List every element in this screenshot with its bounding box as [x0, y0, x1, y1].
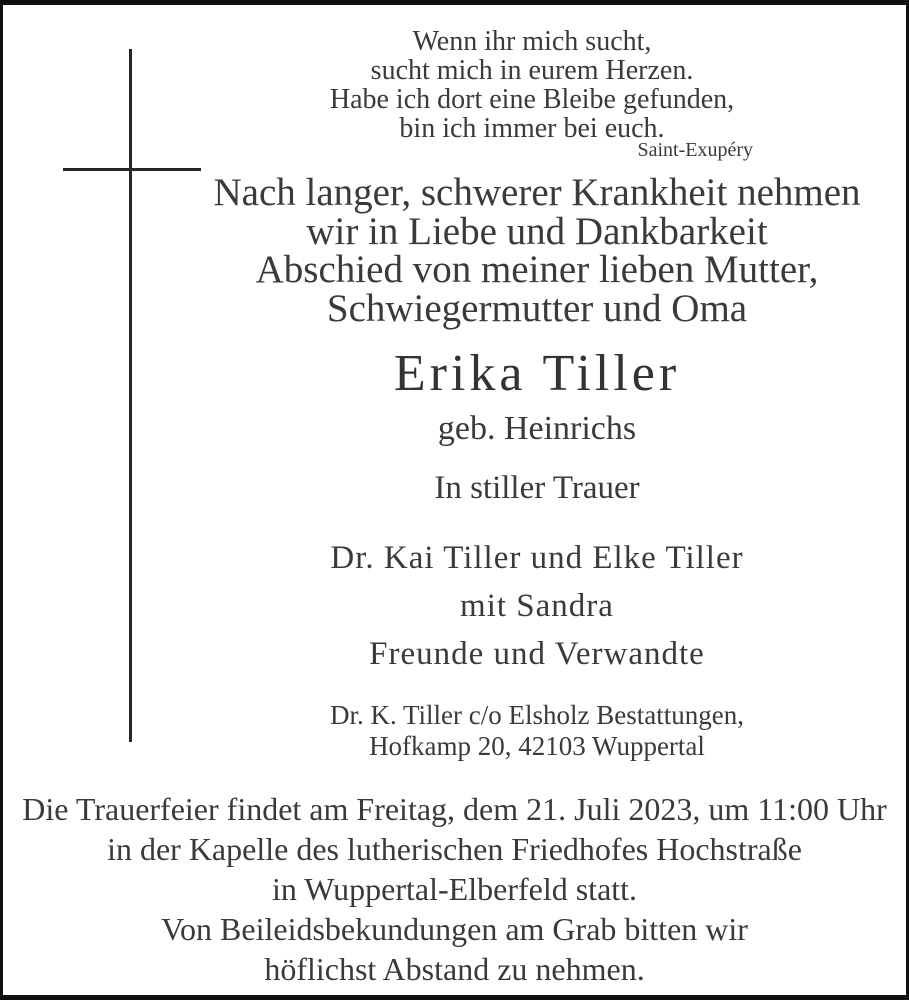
intro-line: Abschied von meiner lieben Mutter, [255, 248, 819, 291]
deceased-name: Erika Tiller [393, 345, 681, 402]
ceremony-line: in Wuppertal-Elberfeld statt. [271, 871, 638, 907]
quote-line: Habe ich dort eine Bleibe gefunden, [329, 84, 735, 115]
quote-attribution: Saint-Exupéry [637, 139, 753, 161]
ceremony-line: in der Kapelle des lutherischen Friedhofes Hochstraße [107, 831, 802, 867]
memorial-quote [167, 27, 897, 143]
quote-line: sucht mich in eurem Herzen. [370, 55, 694, 86]
intro-text [157, 171, 909, 330]
intro-line: Schwiegermutter und Oma [326, 286, 748, 330]
cross-horizontal-bar [63, 168, 201, 171]
ceremony-line: höflichst Abstand zu nehmen. [264, 951, 645, 987]
cross-vertical-bar [129, 49, 132, 742]
funeral-home-contact [157, 700, 909, 762]
intro-line: wir in Liebe und Dankbarkeit [306, 209, 768, 253]
maiden-name: geb. Heinrichs [437, 410, 637, 447]
funeral-home-line: Dr. K. Tiller c/o Elsholz Bestattungen, [330, 700, 744, 730]
mourner-line: mit Sandra [460, 588, 614, 624]
funeral-home-line: Hofkamp 20, 42103 Wuppertal [369, 731, 705, 761]
quote-line: Wenn ihr mich sucht, [412, 26, 652, 57]
ceremony-line: Die Trauerfeier findet am Freitag, dem 21. Juli 2023, um 11:00 Uhr [22, 791, 887, 827]
mourner-line: Freunde und Verwandte [369, 636, 705, 672]
intro-line: Nach langer, schwerer Krankheit nehmen [213, 171, 861, 214]
mourners-list [157, 534, 909, 678]
ceremony-line: Von Beileidsbekundungen am Grab bitten wir [161, 911, 748, 947]
quote-line: bin ich immer bei euch. [399, 113, 665, 144]
ceremony-details [6, 789, 903, 989]
mourner-line: Dr. Kai Tiller und Elke Tiller [330, 540, 744, 576]
mourning-heading: In stiller Trauer [434, 470, 640, 506]
